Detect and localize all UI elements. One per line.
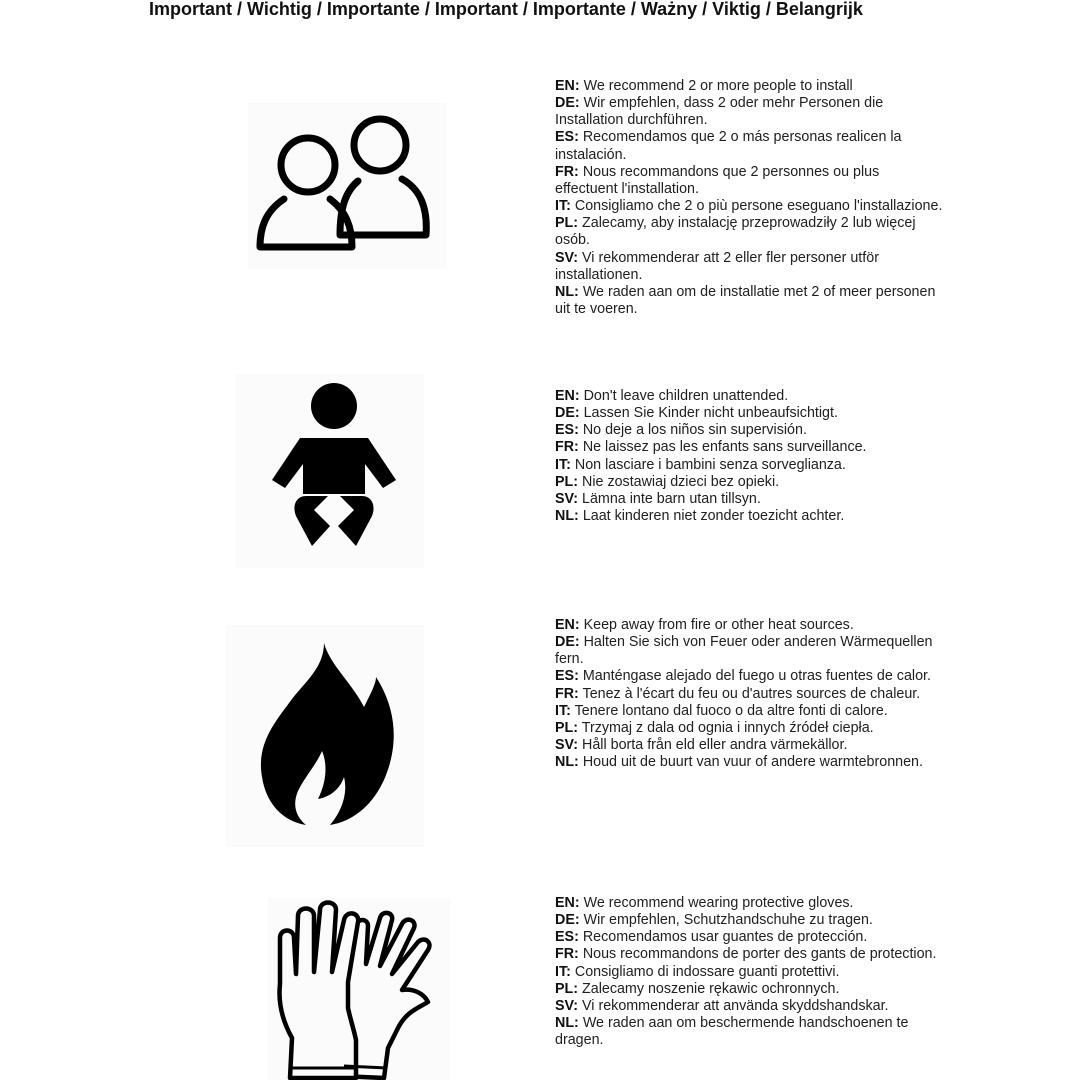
instruction-text: Håll borta från eld eller andra värmekällor.: [582, 737, 848, 754]
instruction-text: Consigliamo di indossare guanti protettivi.: [574, 963, 840, 980]
language-code: SV:: [555, 737, 579, 754]
language-code: PL:: [555, 215, 579, 232]
instruction-line: [555, 198, 945, 215]
instruction-line: [555, 668, 945, 685]
language-code: IT:: [555, 198, 571, 215]
instruction-line: [555, 405, 945, 422]
language-code: EN:: [555, 78, 580, 94]
instructions-block-fire: [555, 617, 945, 771]
page-title: Important / Wichtig / Importante / Important / Importante / Ważny / Viktig / Belangrijk: [149, 0, 863, 19]
instruction-text: We recommend wearing protective gloves.: [583, 895, 854, 911]
instruction-line: [555, 508, 945, 525]
instruction-text: Recomendamos que 2 o más personas realicen la instalación.: [555, 129, 902, 163]
instruction-text: Lassen Sie Kinder nicht unbeaufsichtigt.: [583, 405, 838, 422]
instruction-text: Non lasciare i bambini senza sorveglianza.: [574, 456, 846, 473]
language-code: PL:: [555, 980, 579, 997]
instructions-block-install: [555, 78, 945, 318]
language-code: NL:: [555, 754, 579, 771]
language-code: NL:: [555, 508, 579, 525]
language-code: NL:: [555, 1015, 579, 1032]
instructions-block-gloves: [555, 895, 945, 1049]
instruction-text: Tenez à l'écart du feu ou d'autres sources de chaleur.: [582, 685, 921, 702]
instruction-text: Vi rekommenderar att använda skyddshandskar.: [582, 997, 889, 1014]
instruction-line: [555, 215, 945, 249]
instruction-line: [555, 474, 945, 491]
instruction-text: Ne laissez pas les enfants sans surveillance.: [582, 439, 867, 456]
protective-gloves-icon: [268, 898, 450, 1080]
instruction-line: [555, 1015, 945, 1049]
language-code: DE:: [555, 912, 580, 929]
instruction-line: [555, 946, 945, 963]
instruction-line: [555, 250, 945, 284]
flame-fire-icon: [226, 625, 424, 847]
language-code: FR:: [555, 946, 579, 963]
instruction-text: Nie zostawiaj dzieci bez opieki.: [582, 473, 780, 490]
language-code: ES:: [555, 929, 579, 946]
instruction-line: [555, 754, 945, 771]
instruction-text: Laat kinderen niet zonder toezicht achter.: [582, 508, 845, 525]
language-code: DE:: [555, 95, 580, 112]
instruction-text: Vi rekommenderar att 2 eller fler personer utför installationen.: [555, 249, 879, 283]
instruction-line: [555, 720, 945, 737]
language-code: FR:: [555, 439, 579, 456]
instruction-text: Nous recommandons de porter des gants de protection.: [582, 946, 937, 963]
instruction-line: [555, 929, 945, 946]
instruction-text: We raden aan om de installatie met 2 of meer personen uit te voeren.: [555, 283, 936, 318]
instruction-line: [555, 164, 945, 198]
instruction-text: Wir empfehlen, dass 2 oder mehr Personen die Installation durchführen.: [555, 95, 884, 129]
instruction-text: Houd uit de buurt van vuur of andere warmtebronnen.: [582, 754, 923, 771]
instruction-line: [555, 422, 945, 439]
language-code: IT:: [555, 963, 571, 980]
language-code: SV:: [555, 997, 579, 1014]
instruction-line: [555, 457, 945, 474]
instruction-text: No deje a los niños sin supervisión.: [582, 422, 807, 439]
language-code: PL:: [555, 473, 579, 490]
language-code: NL:: [555, 283, 579, 300]
instruction-text: Manténgase alejado del fuego u otras fuentes de calor.: [582, 668, 931, 685]
language-code: DE:: [555, 405, 580, 422]
instruction-text: Tenere lontano dal fuoco o da altre fonti di calore.: [574, 702, 888, 719]
instruction-text: Nous recommandons que 2 personnes ou plus effectuent l'installation.: [555, 163, 880, 197]
instructions-block-children: [555, 388, 945, 525]
language-code: IT:: [555, 702, 571, 719]
language-code: FR:: [555, 685, 579, 702]
language-code: IT:: [555, 456, 571, 473]
language-code: FR:: [555, 163, 579, 180]
instruction-text: Recomendamos usar guantes de protección.: [582, 929, 868, 946]
instruction-line: [555, 95, 945, 129]
instruction-line: [555, 737, 945, 754]
instruction-text: Lämna inte barn utan tillsyn.: [582, 490, 761, 507]
language-code: ES:: [555, 668, 579, 685]
instruction-line: [555, 388, 945, 405]
instruction-line: [555, 284, 945, 318]
language-code: EN:: [555, 895, 580, 911]
two-people-outline-icon: [248, 103, 446, 269]
instruction-text: Wir empfehlen, Schutzhandschuhe zu tragen.: [583, 912, 873, 929]
language-code: EN:: [555, 388, 580, 404]
instruction-line: [555, 912, 945, 929]
language-code: PL:: [555, 719, 579, 736]
instruction-text: Keep away from fire or other heat sources.: [583, 617, 854, 633]
instruction-line: [555, 617, 945, 634]
language-code: EN:: [555, 617, 580, 633]
instruction-text: We raden aan om beschermende handschoenen te dragen.: [555, 1015, 909, 1049]
instruction-line: [555, 78, 945, 95]
instruction-line: [555, 129, 945, 163]
instruction-line: [555, 895, 945, 912]
instruction-text: Consigliamo che 2 o più persone eseguano l'installazione.: [574, 198, 943, 215]
instruction-text: Trzymaj z dala od ognia i innych źródeł ciepła.: [581, 719, 874, 736]
instruction-text: Zalecamy, aby instalację przeprowadziły 2 lub więcej osób.: [555, 215, 916, 249]
baby-child-icon: [236, 374, 424, 568]
instruction-text: We recommend 2 or more people to install: [583, 78, 853, 94]
instruction-text: Zalecamy noszenie rękawic ochronnych.: [582, 980, 840, 997]
instruction-line: [555, 703, 945, 720]
language-code: ES:: [555, 129, 579, 146]
instruction-line: [555, 981, 945, 998]
instruction-line: [555, 964, 945, 981]
instruction-line: [555, 686, 945, 703]
language-code: ES:: [555, 422, 579, 439]
instruction-text: Halten Sie sich von Feuer oder anderen Wärmequellen fern.: [555, 634, 933, 668]
instruction-line: [555, 634, 945, 668]
instruction-line: [555, 998, 945, 1015]
instruction-line: [555, 491, 945, 508]
instruction-line: [555, 439, 945, 456]
language-code: DE:: [555, 634, 580, 651]
language-code: SV:: [555, 249, 579, 266]
instruction-text: Don't leave children unattended.: [583, 388, 789, 404]
language-code: SV:: [555, 490, 579, 507]
